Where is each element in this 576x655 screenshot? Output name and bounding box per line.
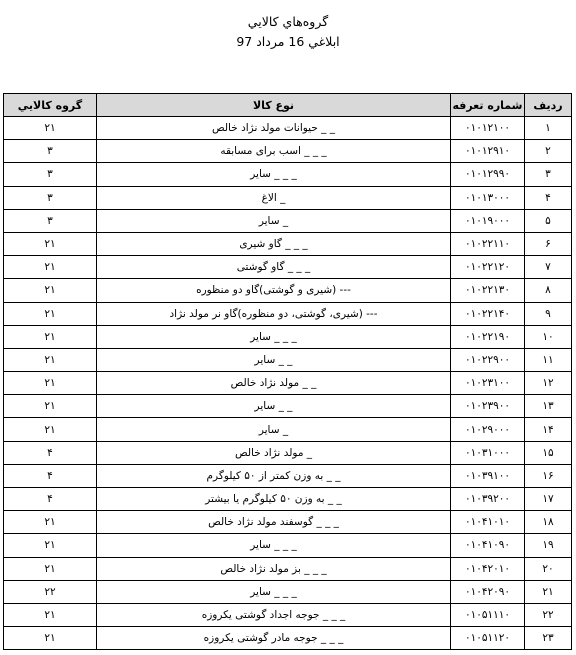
cell-tariff-code: ۰۱۰۲۲۱۴۰ bbox=[451, 302, 525, 325]
cell-tariff-code: ۰۱۰۴۱۰۹۰ bbox=[451, 534, 525, 557]
cell-row-number: ۱۲ bbox=[525, 372, 572, 395]
cell-goods-group: ۴ bbox=[4, 488, 97, 511]
cell-goods-type: _ _ _ بز مولد نژاد خالص bbox=[97, 557, 451, 580]
table-row bbox=[4, 256, 572, 279]
cell-goods-type: _ ساير bbox=[97, 209, 451, 232]
cell-tariff-code: ۰۱۰۲۹۰۰۰ bbox=[451, 418, 525, 441]
table-row bbox=[4, 279, 572, 302]
cell-tariff-code: ۰۱۰۳۹۲۰۰ bbox=[451, 488, 525, 511]
cell-tariff-code: ۰۱۰۱۲۱۰۰ bbox=[451, 117, 525, 140]
table-row bbox=[4, 557, 572, 580]
goods-group-table bbox=[3, 93, 572, 650]
cell-tariff-code: ۰۱۰۲۳۹۰۰ bbox=[451, 395, 525, 418]
cell-row-number: ۱۳ bbox=[525, 395, 572, 418]
table-row bbox=[4, 372, 572, 395]
cell-goods-type: _ _ _ ساير bbox=[97, 325, 451, 348]
table-row bbox=[4, 209, 572, 232]
cell-goods-group: ۲۱ bbox=[4, 302, 97, 325]
cell-row-number: ۲ bbox=[525, 140, 572, 163]
cell-goods-type: _ الاغ bbox=[97, 186, 451, 209]
cell-tariff-code: ۰۱۰۵۱۱۲۰ bbox=[451, 627, 525, 650]
column-header-tariff-code: شماره تعرفه bbox=[451, 94, 525, 117]
cell-tariff-code: ۰۱۰۴۲۰۹۰ bbox=[451, 580, 525, 603]
cell-goods-type: _ _ _ جوجه اجداد گوشتى يكروزه bbox=[97, 603, 451, 626]
cell-goods-group: ۲۱ bbox=[4, 256, 97, 279]
cell-goods-group: ۴ bbox=[4, 441, 97, 464]
cell-row-number: ۹ bbox=[525, 302, 572, 325]
cell-row-number: ۲۱ bbox=[525, 580, 572, 603]
cell-tariff-code: ۰۱۰۱۲۹۱۰ bbox=[451, 140, 525, 163]
cell-row-number: ۳ bbox=[525, 163, 572, 186]
cell-row-number: ۱ bbox=[525, 117, 572, 140]
cell-goods-type: _ _ به وزن كمتر از ۵۰ كيلوگرم bbox=[97, 464, 451, 487]
cell-row-number: ۲۲ bbox=[525, 603, 572, 626]
cell-row-number: ۱۷ bbox=[525, 488, 572, 511]
cell-goods-type: _ _ _ ساير bbox=[97, 534, 451, 557]
cell-row-number: ۸ bbox=[525, 279, 572, 302]
cell-goods-type: --- (شيرى، گوشتى، دو منظوره)گاو نر مولد نژاد bbox=[97, 302, 451, 325]
document-header bbox=[0, 12, 576, 52]
cell-row-number: ۷ bbox=[525, 256, 572, 279]
cell-goods-type: _ ساير bbox=[97, 418, 451, 441]
cell-tariff-code: ۰۱۰۱۹۰۰۰ bbox=[451, 209, 525, 232]
cell-goods-type: _ _ ساير bbox=[97, 348, 451, 371]
cell-goods-group: ۳ bbox=[4, 140, 97, 163]
cell-goods-group: ۲۱ bbox=[4, 348, 97, 371]
cell-tariff-code: ۰۱۰۲۲۱۲۰ bbox=[451, 256, 525, 279]
table-row bbox=[4, 534, 572, 557]
table-row bbox=[4, 325, 572, 348]
cell-goods-group: ۲۱ bbox=[4, 232, 97, 255]
cell-tariff-code: ۰۱۰۲۲۱۹۰ bbox=[451, 325, 525, 348]
cell-tariff-code: ۰۱۰۴۱۰۱۰ bbox=[451, 511, 525, 534]
table-row bbox=[4, 395, 572, 418]
cell-row-number: ۱۴ bbox=[525, 418, 572, 441]
cell-goods-type: _ _ _ گاو شيرى bbox=[97, 232, 451, 255]
table-row bbox=[4, 441, 572, 464]
table-row bbox=[4, 627, 572, 650]
table-body bbox=[4, 117, 572, 650]
cell-goods-type: _ _ حيوانات مولد نژاد خالص bbox=[97, 117, 451, 140]
cell-row-number: ۴ bbox=[525, 186, 572, 209]
table-row bbox=[4, 418, 572, 441]
cell-goods-group: ۲۱ bbox=[4, 279, 97, 302]
cell-tariff-code: ۰۱۰۳۹۱۰۰ bbox=[451, 464, 525, 487]
cell-goods-type: _ مولد نژاد خالص bbox=[97, 441, 451, 464]
table-row bbox=[4, 511, 572, 534]
cell-goods-type: _ _ _ جوجه مادر گوشتى يكروزه bbox=[97, 627, 451, 650]
cell-row-number: ۲۰ bbox=[525, 557, 572, 580]
cell-goods-type: _ _ مولد نژاد خالص bbox=[97, 372, 451, 395]
cell-goods-group: ۳ bbox=[4, 163, 97, 186]
cell-row-number: ۲۳ bbox=[525, 627, 572, 650]
cell-row-number: ۱۵ bbox=[525, 441, 572, 464]
cell-goods-group: ۲۱ bbox=[4, 372, 97, 395]
cell-goods-type: _ _ _ ساير bbox=[97, 580, 451, 603]
cell-tariff-code: ۰۱۰۲۲۱۱۰ bbox=[451, 232, 525, 255]
cell-goods-group: ۲۱ bbox=[4, 534, 97, 557]
cell-row-number: ۵ bbox=[525, 209, 572, 232]
table-header-row bbox=[4, 94, 572, 117]
document-subtitle: ابلاغي 16 مرداد 97 bbox=[236, 34, 340, 49]
table-row bbox=[4, 464, 572, 487]
cell-goods-group: ۲۱ bbox=[4, 603, 97, 626]
cell-tariff-code: ۰۱۰۴۲۰۱۰ bbox=[451, 557, 525, 580]
table-row bbox=[4, 488, 572, 511]
cell-tariff-code: ۰۱۰۲۳۱۰۰ bbox=[451, 372, 525, 395]
column-header-goods-group: گروه كالايي bbox=[4, 94, 97, 117]
column-header-radif: رديف bbox=[525, 94, 572, 117]
cell-goods-group: ۲۲ bbox=[4, 580, 97, 603]
cell-tariff-code: ۰۱۰۱۲۹۹۰ bbox=[451, 163, 525, 186]
table-row bbox=[4, 603, 572, 626]
cell-goods-group: ۲۱ bbox=[4, 557, 97, 580]
table-row bbox=[4, 580, 572, 603]
cell-row-number: ۱۹ bbox=[525, 534, 572, 557]
table-row bbox=[4, 163, 572, 186]
table-row bbox=[4, 117, 572, 140]
cell-goods-type: _ _ _ گاو گوشتى bbox=[97, 256, 451, 279]
cell-goods-group: ۳ bbox=[4, 209, 97, 232]
cell-goods-group: ۲۱ bbox=[4, 117, 97, 140]
cell-goods-type: _ _ _ گوسفند مولد نژاد خالص bbox=[97, 511, 451, 534]
cell-goods-group: ۲۱ bbox=[4, 325, 97, 348]
table-row bbox=[4, 302, 572, 325]
cell-goods-group: ۲۱ bbox=[4, 627, 97, 650]
cell-goods-group: ۴ bbox=[4, 464, 97, 487]
cell-goods-group: ۲۱ bbox=[4, 395, 97, 418]
cell-goods-type: _ _ به وزن ۵۰ كيلوگرم يا بيشتر bbox=[97, 488, 451, 511]
table-row bbox=[4, 348, 572, 371]
table-row bbox=[4, 232, 572, 255]
cell-tariff-code: ۰۱۰۳۱۰۰۰ bbox=[451, 441, 525, 464]
cell-goods-group: ۳ bbox=[4, 186, 97, 209]
cell-row-number: ۶ bbox=[525, 232, 572, 255]
cell-row-number: ۱۰ bbox=[525, 325, 572, 348]
document-title: گروه‌هاي كالايي bbox=[247, 14, 329, 29]
cell-row-number: ۱۱ bbox=[525, 348, 572, 371]
column-header-goods-type: نوع كالا bbox=[97, 94, 451, 117]
cell-tariff-code: ۰۱۰۵۱۱۱۰ bbox=[451, 603, 525, 626]
cell-goods-type: _ _ ساير bbox=[97, 395, 451, 418]
cell-tariff-code: ۰۱۰۲۲۹۰۰ bbox=[451, 348, 525, 371]
table-row bbox=[4, 186, 572, 209]
cell-tariff-code: ۰۱۰۱۳۰۰۰ bbox=[451, 186, 525, 209]
cell-goods-type: --- (شيرى و گوشتى)گاو دو منظوره bbox=[97, 279, 451, 302]
cell-row-number: ۱۸ bbox=[525, 511, 572, 534]
cell-goods-type: _ _ _ ساير bbox=[97, 163, 451, 186]
cell-goods-type: _ _ _ اسب براى مسابقه bbox=[97, 140, 451, 163]
table-row bbox=[4, 140, 572, 163]
cell-goods-group: ۲۱ bbox=[4, 511, 97, 534]
cell-goods-group: ۲۱ bbox=[4, 418, 97, 441]
cell-row-number: ۱۶ bbox=[525, 464, 572, 487]
cell-tariff-code: ۰۱۰۲۲۱۳۰ bbox=[451, 279, 525, 302]
